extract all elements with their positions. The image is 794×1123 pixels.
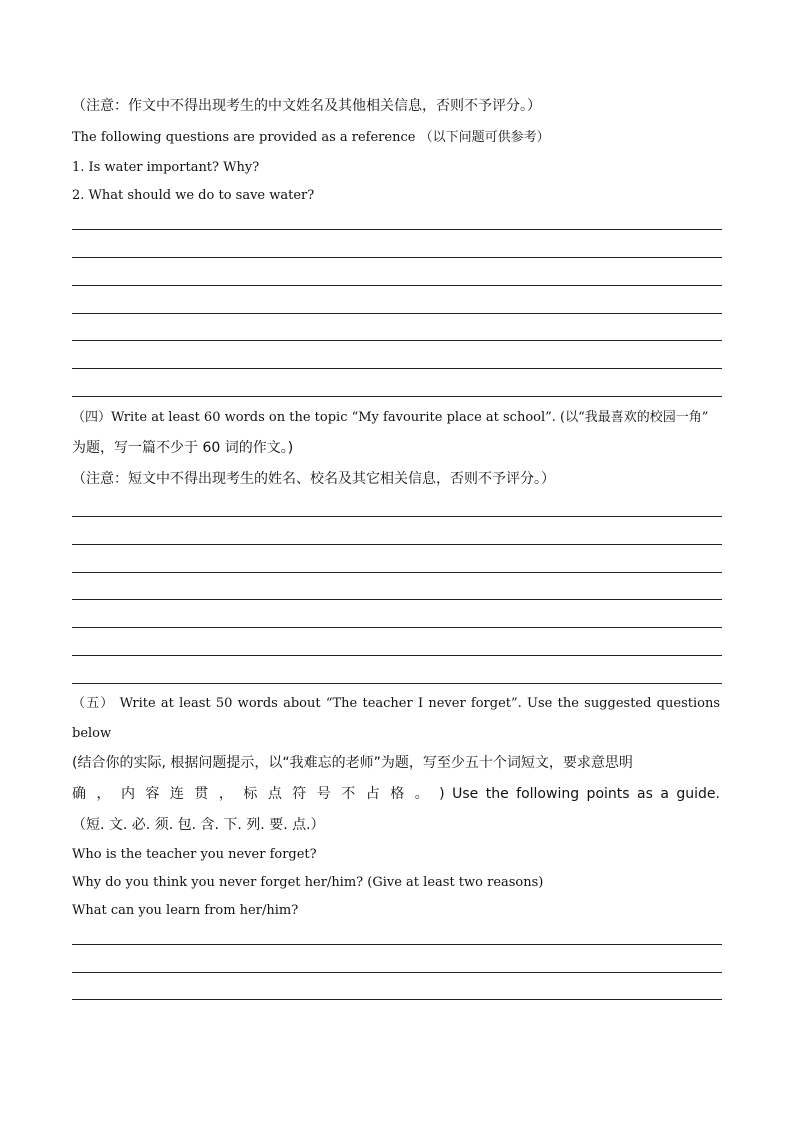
sec5-prompt-line-4: 确 ， 内 容 连 贯 ， 标 点 符 号 不 占 格 。 ) Use the following points as a guide. (72, 786, 720, 802)
writing-line[interactable] (72, 396, 722, 397)
sec3-intro: The following questions are provided as a reference （以下问题可供参考） (72, 130, 550, 145)
sec5-question-2: Why do you think you never forget her/him? (Give at least two reasons) (72, 875, 544, 890)
sec3-question-2: 2. What should we do to save water? (72, 188, 315, 203)
sec4-prompt-line-2: 为题，写一篇不少于 60 词的作文。) (72, 440, 294, 456)
writing-line[interactable] (72, 683, 722, 684)
writing-line[interactable] (72, 999, 722, 1000)
writing-line[interactable] (72, 627, 722, 628)
writing-line[interactable] (72, 572, 722, 573)
sec3-question-1: 1. Is water important? Why? (72, 160, 260, 175)
writing-line[interactable] (72, 313, 722, 314)
sec5-question-3: What can you learn from her/him? (72, 903, 299, 918)
writing-line[interactable] (72, 544, 722, 545)
sec5-prompt-line-3: (结合你的实际, 根据问题提示，以“我难忘的老师”为题，写至少五十个词短文，要求意思明 (72, 755, 633, 771)
sec5-prompt-line-5: （短. 文. 必. 须. 包. 含. 下. 列. 要. 点.） (72, 817, 325, 833)
sec3-note: （注意：作文中不得出现考生的中文姓名及其他相关信息，否则不予评分。） (72, 98, 541, 114)
writing-line[interactable] (72, 599, 722, 600)
writing-line[interactable] (72, 655, 722, 656)
writing-line[interactable] (72, 972, 722, 973)
writing-line[interactable] (72, 229, 722, 230)
sec5-prompt-line-1: （五） Write at least 50 words about “The teacher I never forget”. Use the suggested questions (72, 696, 720, 711)
sec5-question-1: Who is the teacher you never forget? (72, 847, 317, 862)
writing-line[interactable] (72, 368, 722, 369)
writing-line[interactable] (72, 257, 722, 258)
sec4-prompt-line-1: （四）Write at least 60 words on the topic “My favourite place at school”. (以“我最喜欢的校园一角” (72, 410, 709, 425)
writing-line[interactable] (72, 340, 722, 341)
sec4-note: （注意：短文中不得出现考生的姓名、校名及其它相关信息，否则不予评分。） (72, 471, 555, 487)
writing-line[interactable] (72, 944, 722, 945)
sec5-prompt-line-2: below (72, 726, 112, 741)
writing-line[interactable] (72, 285, 722, 286)
writing-line[interactable] (72, 516, 722, 517)
